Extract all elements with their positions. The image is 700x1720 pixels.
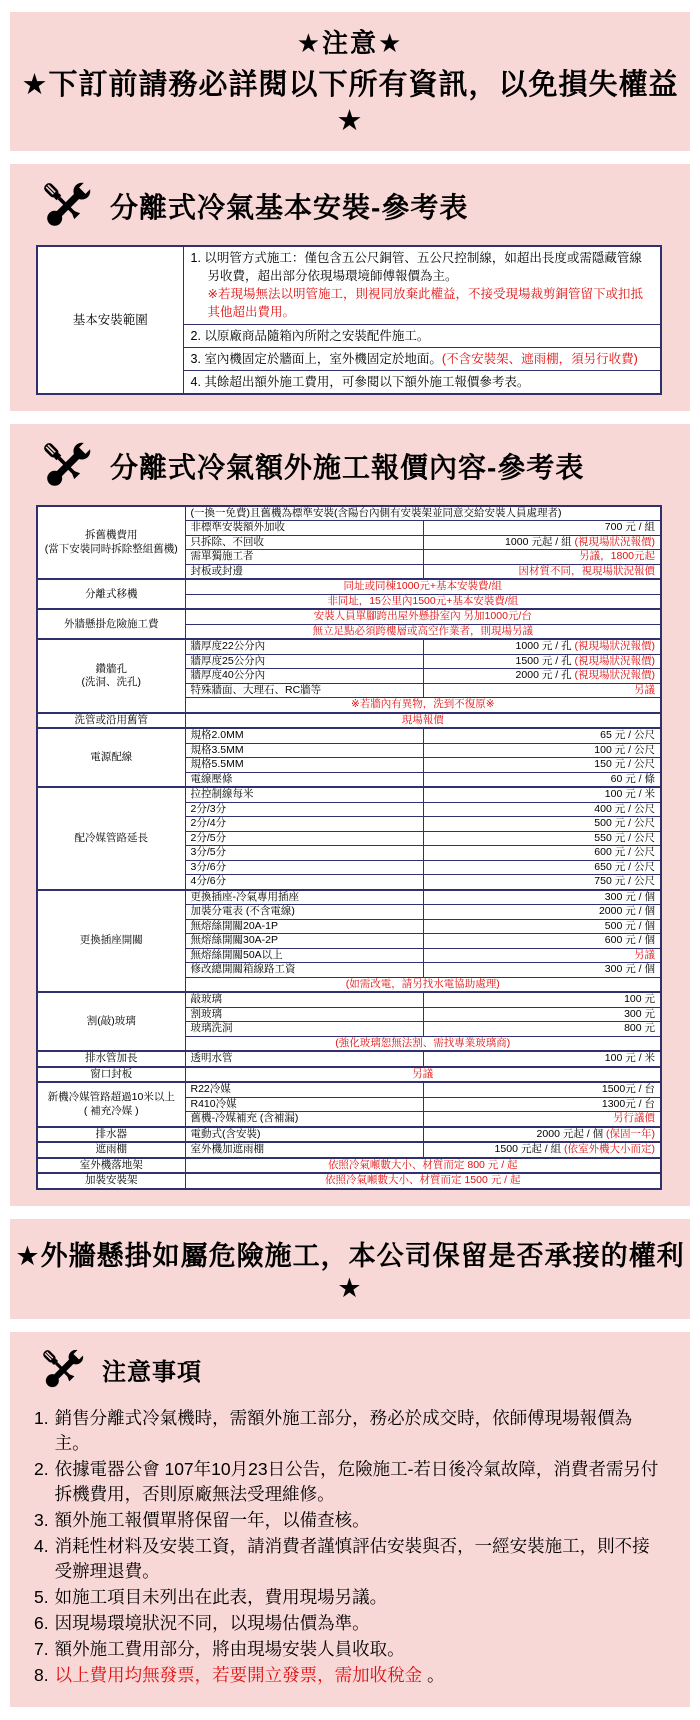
item-cell: 2分/3分	[185, 802, 423, 817]
price-cell	[423, 948, 661, 963]
text-segment: 750 元 / 公尺	[594, 875, 655, 888]
text-segment: 現場報價	[401, 713, 444, 726]
note-text	[55, 1663, 664, 1688]
text-segment: 另議	[634, 948, 655, 961]
text-segment: 650 元 / 公尺	[594, 860, 655, 873]
text-segment: (一換一免費)且舊機為標準安裝(含陽台內側有安裝架並同意交給安裝人員處理者)	[190, 506, 562, 519]
price-cell	[423, 758, 661, 773]
merged-cell	[185, 698, 661, 713]
item-cell: 修改總開關箱線路工資	[185, 963, 423, 978]
price-cell	[423, 683, 661, 698]
text-segment: 700 元 / 組	[604, 521, 655, 534]
text-segment: (視現場狀況報價)	[574, 640, 655, 653]
item-cell: 透明水管	[185, 1051, 423, 1067]
row-label: 基本安裝範圍	[37, 246, 183, 394]
item-cell: 舊機-冷媒補充 (含補漏)	[185, 1112, 423, 1127]
table-row	[37, 1051, 661, 1067]
price-cell	[423, 1082, 661, 1097]
merged-cell	[185, 1036, 661, 1051]
table-row	[37, 1173, 661, 1189]
text-segment: (如需改電，請另找水電協助處理)	[345, 977, 500, 990]
note-number: 5.	[34, 1586, 49, 1607]
attention-banner-subtitle: ★下訂前請務必詳閱以下所有資訊，以免損失權益★	[21, 69, 679, 137]
price-cell	[423, 860, 661, 875]
text-segment: 1500元 / 台	[601, 1083, 655, 1096]
row-label	[37, 506, 185, 580]
text-segment: 3. 室內機固定於牆面上，室外機固定於地面。	[190, 351, 442, 366]
price-cell	[423, 1022, 661, 1037]
text-segment: 100 元 / 公尺	[594, 743, 655, 756]
merged-cell	[185, 624, 661, 639]
table-row	[37, 1158, 661, 1174]
text-segment: 600 元 / 公尺	[594, 846, 655, 859]
text-segment: 4. 其餘超出額外施工費用，可參閱以下額外施工報價參考表。	[190, 374, 530, 389]
item-cell: 無熔絲開關20A-1P	[185, 919, 423, 934]
item-cell: 2分/5分	[185, 831, 423, 846]
text-segment: 如施工項目未列出在此表，費用現場另議。	[54, 1586, 388, 1607]
merged-cell	[185, 977, 661, 992]
price-cell	[423, 550, 661, 565]
row-content	[183, 246, 661, 324]
table-row	[37, 890, 661, 905]
price-cell	[423, 890, 661, 905]
text-segment: 消耗性材料及安裝工資，請消費者謹慎評估安裝與否，一經安裝施工，則不接受辦理退費。	[54, 1535, 650, 1581]
text-segment: 65 元 / 公尺	[600, 729, 655, 742]
table-row	[37, 609, 661, 624]
table-row	[37, 728, 661, 743]
merged-cell	[185, 1158, 661, 1174]
note-text	[55, 1637, 664, 1662]
label-line: 外牆懸掛危險施工費	[64, 617, 159, 630]
item-cell: R410冷媒	[185, 1097, 423, 1112]
label-line: 拆舊機費用	[85, 529, 138, 542]
note-text	[55, 1457, 664, 1507]
merged-cell	[185, 609, 661, 624]
row-label	[37, 1158, 185, 1174]
item-cell: 敲玻璃	[185, 992, 423, 1007]
item-cell: 割玻璃	[185, 1007, 423, 1022]
note-item	[34, 1508, 664, 1533]
note-item	[34, 1637, 664, 1662]
note-text	[55, 1534, 664, 1584]
item-cell: 封板或封邊	[185, 564, 423, 579]
note-number: 2.	[34, 1458, 49, 1479]
tools-icon	[36, 436, 98, 496]
text-segment: 60 元 / 條	[610, 772, 655, 785]
price-cell	[423, 1097, 661, 1112]
row-label	[37, 1142, 185, 1158]
text-segment: 額外施工報價單將保留一年，以備查核。	[54, 1509, 370, 1530]
item-cell: 2分/4分	[185, 817, 423, 832]
item-cell: 非標準安裝額外加收	[185, 521, 423, 536]
item-cell: R22冷媒	[185, 1082, 423, 1097]
note-number: 1.	[34, 1407, 49, 1428]
table-row	[37, 246, 661, 324]
item-cell: 牆厚度40公分內	[185, 669, 423, 684]
text-segment: (視現場狀況報價)	[574, 669, 655, 682]
table-row	[37, 579, 661, 594]
item-cell: 玻璃洗洞	[185, 1022, 423, 1037]
price-cell	[423, 846, 661, 861]
merged-cell	[185, 594, 661, 609]
price-cell	[423, 564, 661, 579]
label-line: 鑽牆孔	[95, 662, 127, 675]
price-cell	[423, 802, 661, 817]
note-item	[34, 1457, 664, 1507]
text-segment: 2000 元起 / 個	[536, 1127, 606, 1140]
row-label	[37, 1127, 185, 1143]
label-line: 排水器	[95, 1127, 127, 1140]
notes-header	[10, 1332, 690, 1405]
item-cell: 電動式(含安裝)	[185, 1127, 423, 1143]
text-segment: 因材質不同，視現場狀況報價	[518, 564, 655, 577]
table-row	[37, 506, 661, 521]
price-cell	[423, 787, 661, 802]
basic-install-title: 分離式冷氣基本安裝-參考表	[110, 192, 469, 223]
text-segment: 非同址，15公里內1500元+基本安裝費/組	[327, 594, 519, 607]
price-cell	[423, 521, 661, 536]
item-cell: 需單獨施工者	[185, 550, 423, 565]
row-text	[191, 350, 654, 368]
text-segment: 另行議價	[613, 1112, 655, 1125]
price-cell	[423, 919, 661, 934]
text-segment: (不含安裝架、遮雨棚，須另行收費)	[441, 351, 638, 366]
row-content	[183, 324, 661, 347]
note-text	[55, 1406, 664, 1456]
text-segment: 1500 元 / 孔	[515, 654, 575, 667]
text-segment: 150 元 / 公尺	[594, 758, 655, 771]
merged-cell	[185, 506, 661, 521]
price-cell	[423, 905, 661, 920]
merged-cell	[185, 1173, 661, 1189]
basic-install-section	[10, 164, 690, 411]
text-segment: 100 元 / 米	[604, 788, 655, 801]
label-line: (洗洞、洗孔)	[81, 676, 141, 689]
text-segment: (依室外機大小而定)	[564, 1143, 655, 1156]
text-segment: 1. 以明管方式施工：僅包含五公尺銅管、五公尺控制線，如超出長度或需隱藏管線另收費，超出部分依現場環境師傅報價為主。	[190, 251, 642, 284]
row-label	[37, 728, 185, 787]
basic-install-table	[36, 245, 662, 395]
label-line: 配冷媒管路延長	[74, 831, 148, 844]
table-row	[37, 1067, 661, 1083]
label-line: 遮雨棚	[95, 1143, 127, 1156]
label-line: 室外機落地架	[79, 1158, 143, 1171]
item-cell: 更換插座-冷氣專用插座	[185, 890, 423, 905]
price-cell	[423, 1007, 661, 1022]
merged-cell	[185, 713, 661, 729]
item-cell: 只拆除、不回收	[185, 535, 423, 550]
price-cell	[423, 654, 661, 669]
tools-icon	[36, 1344, 90, 1396]
text-segment: 800 元	[624, 1022, 655, 1035]
item-cell: 室外機加遮雨棚	[185, 1142, 423, 1158]
note-number: 8.	[34, 1665, 49, 1686]
price-cell	[423, 535, 661, 550]
row-content	[183, 370, 661, 394]
label-line: 電源配線	[90, 751, 133, 764]
extra-pricing-section	[10, 424, 690, 1206]
note-item	[34, 1663, 664, 1688]
row-text	[191, 327, 654, 345]
item-cell: 4分/6分	[185, 875, 423, 890]
text-segment: 300 元 / 個	[604, 963, 655, 976]
text-segment: ※若現場無法以明管施工，則視同放棄此權益，不接受現場裁剪銅管留下或扣抵其他超出費用。	[207, 287, 643, 320]
note-text	[55, 1585, 664, 1610]
notes-section	[10, 1332, 690, 1707]
text-segment: 500 元 / 公尺	[594, 817, 655, 830]
table-row	[37, 639, 661, 654]
item-cell: 特殊牆面、大理石、RC牆等	[185, 683, 423, 698]
text-segment: 1000 元起 / 組	[505, 535, 575, 548]
extra-pricing-table-wrap	[10, 505, 690, 1206]
item-cell: 拉控制線每米	[185, 787, 423, 802]
note-number: 7.	[34, 1639, 49, 1660]
note-item	[34, 1611, 664, 1636]
text-segment: 安裝人員單腳跨出屋外懸掛室內 另加1000元/台	[313, 610, 532, 623]
text-segment: 依照冷氣噸數大小、材質而定 1500 元 / 起	[325, 1174, 521, 1187]
text-segment: 300 元	[624, 1007, 655, 1020]
label-line: 割(敲)玻璃	[86, 1015, 136, 1028]
item-cell: 牆厚度25公分內	[185, 654, 423, 669]
text-segment: 2. 以原廠商品隨箱內所附之安裝配件施工。	[190, 328, 430, 343]
item-cell: 規格5.5MM	[185, 758, 423, 773]
text-segment: 100 元	[624, 993, 655, 1006]
price-cell	[423, 743, 661, 758]
price-cell	[423, 1112, 661, 1127]
text-segment: 550 元 / 公尺	[594, 831, 655, 844]
text-segment: 。	[422, 1665, 445, 1686]
label-line: ( 補充冷媒 )	[83, 1104, 139, 1117]
text-segment: (強化玻璃恕無法割、需找專業玻璃商)	[335, 1036, 511, 1049]
text-segment: 另議，1800元起	[579, 550, 655, 563]
text-segment: (保固一年)	[606, 1127, 655, 1140]
row-label	[37, 1173, 185, 1189]
row-label	[37, 890, 185, 993]
text-segment: 無立足點必須跨樓層或高空作業者，則現場另議	[312, 624, 533, 637]
text-segment: 因現場環境狀況不同，以現場估價為準。	[54, 1613, 370, 1633]
text-segment: 1300元 / 台	[601, 1097, 655, 1110]
price-cell	[423, 728, 661, 743]
label-line: (當下安裝同時拆除整組舊機)	[44, 542, 178, 555]
item-cell: 牆厚度22公分內	[185, 639, 423, 654]
danger-warning-banner: ★外牆懸掛如屬危險施工，本公司保留是否承接的權利★	[10, 1219, 690, 1319]
item-cell: 規格2.0MM	[185, 728, 423, 743]
table-row	[37, 787, 661, 802]
price-cell	[423, 992, 661, 1007]
row-text	[191, 373, 654, 391]
row-label	[37, 639, 185, 713]
text-segment: 另議	[634, 683, 655, 696]
text-segment: 1000 元 / 孔	[515, 640, 575, 653]
text-segment: 依照冷氣噸數大小、材質而定 800 元 / 起	[327, 1158, 518, 1171]
label-line: 分離式移機	[85, 587, 138, 600]
price-cell	[423, 963, 661, 978]
basic-install-table-wrap	[10, 245, 690, 411]
note-number: 6.	[34, 1613, 49, 1633]
text-segment: (視現場狀況報價)	[574, 535, 655, 548]
extra-pricing-header	[10, 424, 690, 505]
label-line: 洗管或沿用舊管	[74, 713, 148, 726]
item-cell: 加裝分電表 (不含電線)	[185, 905, 423, 920]
price-cell	[423, 875, 661, 890]
row-label	[37, 579, 185, 609]
row-label	[37, 1082, 185, 1127]
item-cell: 電線壓條	[185, 772, 423, 787]
item-cell: 3分/6分	[185, 860, 423, 875]
label-line: 更換插座開關	[79, 934, 143, 947]
table-row	[37, 1082, 661, 1097]
text-segment: 銷售分離式冷氣機時，需額外施工部分，務必於成交時，依師傅現場報價為主。	[54, 1407, 633, 1453]
item-cell: 3分/5分	[185, 846, 423, 861]
price-cell	[423, 772, 661, 787]
note-number: 4.	[34, 1535, 49, 1556]
label-line: 加裝安裝架	[85, 1174, 138, 1187]
row-label	[37, 787, 185, 890]
price-cell	[423, 639, 661, 654]
item-cell: 規格3.5MM	[185, 743, 423, 758]
text-segment: 依據電器公會 107年10月23日公告，危險施工-若日後冷氣故障，消費者需另付拆機費用，否則原廠無法受理維修。	[54, 1458, 659, 1504]
text-segment: 1500 元起 / 組	[494, 1143, 564, 1156]
text-segment: 400 元 / 公尺	[594, 802, 655, 815]
note-item	[34, 1406, 664, 1456]
table-row	[37, 1142, 661, 1158]
item-cell: 無熔絲開關50A以上	[185, 948, 423, 963]
attention-banner-title: ★注意★	[296, 28, 404, 58]
text-segment: 以上費用均無發票，若要開立發票，需加收稅金	[54, 1665, 423, 1686]
label-line: 新機冷媒管路超過10米以上	[47, 1091, 175, 1104]
table-row	[37, 1127, 661, 1143]
text-segment: 100 元 / 米	[604, 1052, 655, 1065]
row-label	[37, 713, 185, 729]
notes-list	[10, 1405, 690, 1707]
price-cell	[423, 1127, 661, 1143]
price-cell	[423, 831, 661, 846]
notes-title: 注意事項	[102, 1359, 202, 1387]
extra-pricing-title: 分離式冷氣額外施工報價內容-參考表	[110, 451, 585, 483]
text-segment: 2000 元 / 個	[598, 905, 655, 918]
table-row	[37, 713, 661, 729]
label-line: 排水管加長	[85, 1052, 138, 1065]
extra-pricing-table	[36, 505, 662, 1190]
row-label	[37, 992, 185, 1051]
row-label	[37, 1051, 185, 1067]
text-segment: 2000 元 / 孔	[515, 669, 575, 682]
text-segment: (視現場狀況報價)	[574, 654, 655, 667]
attention-banner	[10, 12, 690, 151]
note-text	[55, 1611, 664, 1636]
note-item	[34, 1534, 664, 1584]
row-label	[37, 1067, 185, 1083]
row-text	[191, 249, 654, 322]
note-item	[34, 1585, 664, 1610]
table-row	[37, 992, 661, 1007]
text-segment: 另議	[412, 1067, 434, 1080]
basic-install-header	[10, 164, 690, 245]
text-segment: 300 元 / 個	[604, 890, 655, 903]
text-segment: 同址或同棟1000元+基本安裝費/組	[343, 580, 502, 593]
merged-cell	[185, 579, 661, 594]
label-line: 窗口封板	[90, 1067, 133, 1080]
price-cell	[423, 817, 661, 832]
text-segment: 500 元 / 個	[604, 919, 655, 932]
row-content	[183, 347, 661, 370]
text-segment: 600 元 / 個	[604, 934, 655, 947]
tools-icon	[36, 176, 98, 236]
item-cell: 無熔絲開關30A-2P	[185, 934, 423, 949]
text-segment: ※若牆內有異物，洗到不復原※	[350, 698, 495, 711]
row-label	[37, 609, 185, 639]
price-cell	[423, 1051, 661, 1067]
note-number: 3.	[34, 1509, 49, 1530]
price-cell	[423, 669, 661, 684]
note-text	[55, 1508, 664, 1533]
merged-cell	[185, 1067, 661, 1083]
text-segment: 額外施工費用部分，將由現場安裝人員收取。	[54, 1639, 405, 1660]
price-cell	[423, 934, 661, 949]
price-cell	[423, 1142, 661, 1158]
